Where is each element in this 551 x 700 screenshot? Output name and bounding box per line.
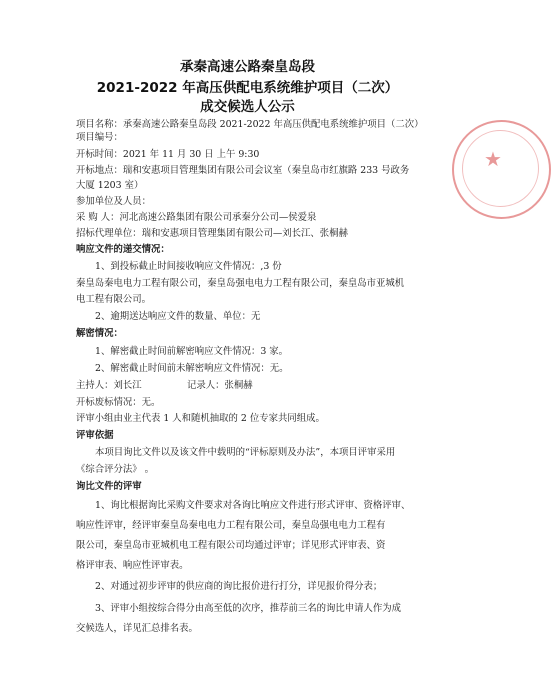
open-place-line-2: 大厦 1203 室） bbox=[76, 180, 144, 191]
seal-star-icon: ★ bbox=[484, 147, 502, 171]
submission-detail-line-1: 秦皇岛秦电电力工程有限公司，秦皇岛强电电力工程有限公司，秦皇岛市亚城机 bbox=[76, 278, 405, 289]
review-line-1c: 限公司，秦皇岛市亚城机电工程有限公司均通过评审；详见形式评审表、资 bbox=[76, 540, 386, 551]
heading-submission: 响应文件的递交情况： bbox=[76, 244, 170, 255]
agent-line: 招标代理单位：瑞和安惠项目管理集团有限公司—刘长江、张桐赫 bbox=[76, 228, 348, 239]
heading-decrypt: 解密情况： bbox=[76, 328, 123, 339]
open-time: 开标时间：2021 年 11 月 30 日 上午 9:30 bbox=[76, 149, 260, 160]
doc-title-line-1: 承秦高速公路秦皇岛段 bbox=[180, 59, 315, 75]
review-line-1a: 1、询比根据询比采购文件要求对各询比响应文件进行形式评审、资格评审、 bbox=[95, 500, 411, 511]
review-line-2: 2、对通过初步评审的供应商的询比报价进行打分，详见报价得分表； bbox=[95, 581, 383, 592]
basis-line-1: 本项目询比文件以及该文件中载明的“评标原则及办法”，本项目评审采用 bbox=[95, 447, 396, 458]
doc-title-line-3: 成交候选人公示 bbox=[200, 99, 295, 115]
host-line: 主持人：刘长江 bbox=[76, 380, 142, 391]
submission-detail-line-2: 电工程有限公司。 bbox=[76, 294, 152, 305]
red-seal-stamp bbox=[452, 120, 551, 219]
doc-title-line-2: 2021-2022 年高压供配电系统维护项目（二次） bbox=[96, 80, 399, 96]
decrypt-item-2: 2、解密截止时间前未解密响应文件情况：无。 bbox=[95, 363, 289, 374]
heading-review: 询比文件的评审 bbox=[76, 481, 142, 492]
submission-item-2: 2、逾期送达响应文件的数量、单位：无 bbox=[95, 311, 261, 322]
decrypt-item-1: 1、解密截止时间前解密响应文件情况：3 家。 bbox=[95, 346, 289, 357]
open-place-line-1: 开标地点：瑞和安惠项目管理集团有限公司会议室（秦皇岛市红旗路 233 号政务 bbox=[76, 165, 410, 176]
review-line-1d: 格评审表、响应性评审表。 bbox=[76, 560, 189, 571]
void-bids-line: 开标废标情况：无。 bbox=[76, 397, 161, 408]
basis-line-2: 《综合评分法》 。 bbox=[76, 464, 154, 475]
review-line-1b: 响应性评审，经评审秦皇岛秦电电力工程有限公司，秦皇岛强电电力工程有 bbox=[76, 520, 386, 531]
recorder-line: 记录人：张桐赫 bbox=[187, 380, 253, 391]
project-name: 项目名称：承秦高速公路秦皇岛段 2021-2022 年高压供配电系统维护项目（二次） bbox=[76, 119, 424, 130]
submission-item-1: 1、到投标截止时间接收响应文件情况：,3 份 bbox=[95, 261, 282, 272]
project-number: 项目编号： bbox=[76, 132, 123, 143]
buyer-line: 采 购 人：河北高速公路集团有限公司承秦分公司—侯爱泉 bbox=[76, 212, 317, 223]
heading-basis: 评审依据 bbox=[76, 430, 114, 441]
committee-line: 评审小组由业主代表 1 人和随机抽取的 2 位专家共同组成。 bbox=[76, 413, 325, 424]
review-line-3b: 交候选人，详见汇总排名表。 bbox=[76, 623, 198, 634]
participants-label: 参加单位及人员： bbox=[76, 196, 152, 207]
review-line-3a: 3、评审小组按综合得分由高至低的次序，推荐前三名的询比申请人作为成 bbox=[95, 603, 401, 614]
